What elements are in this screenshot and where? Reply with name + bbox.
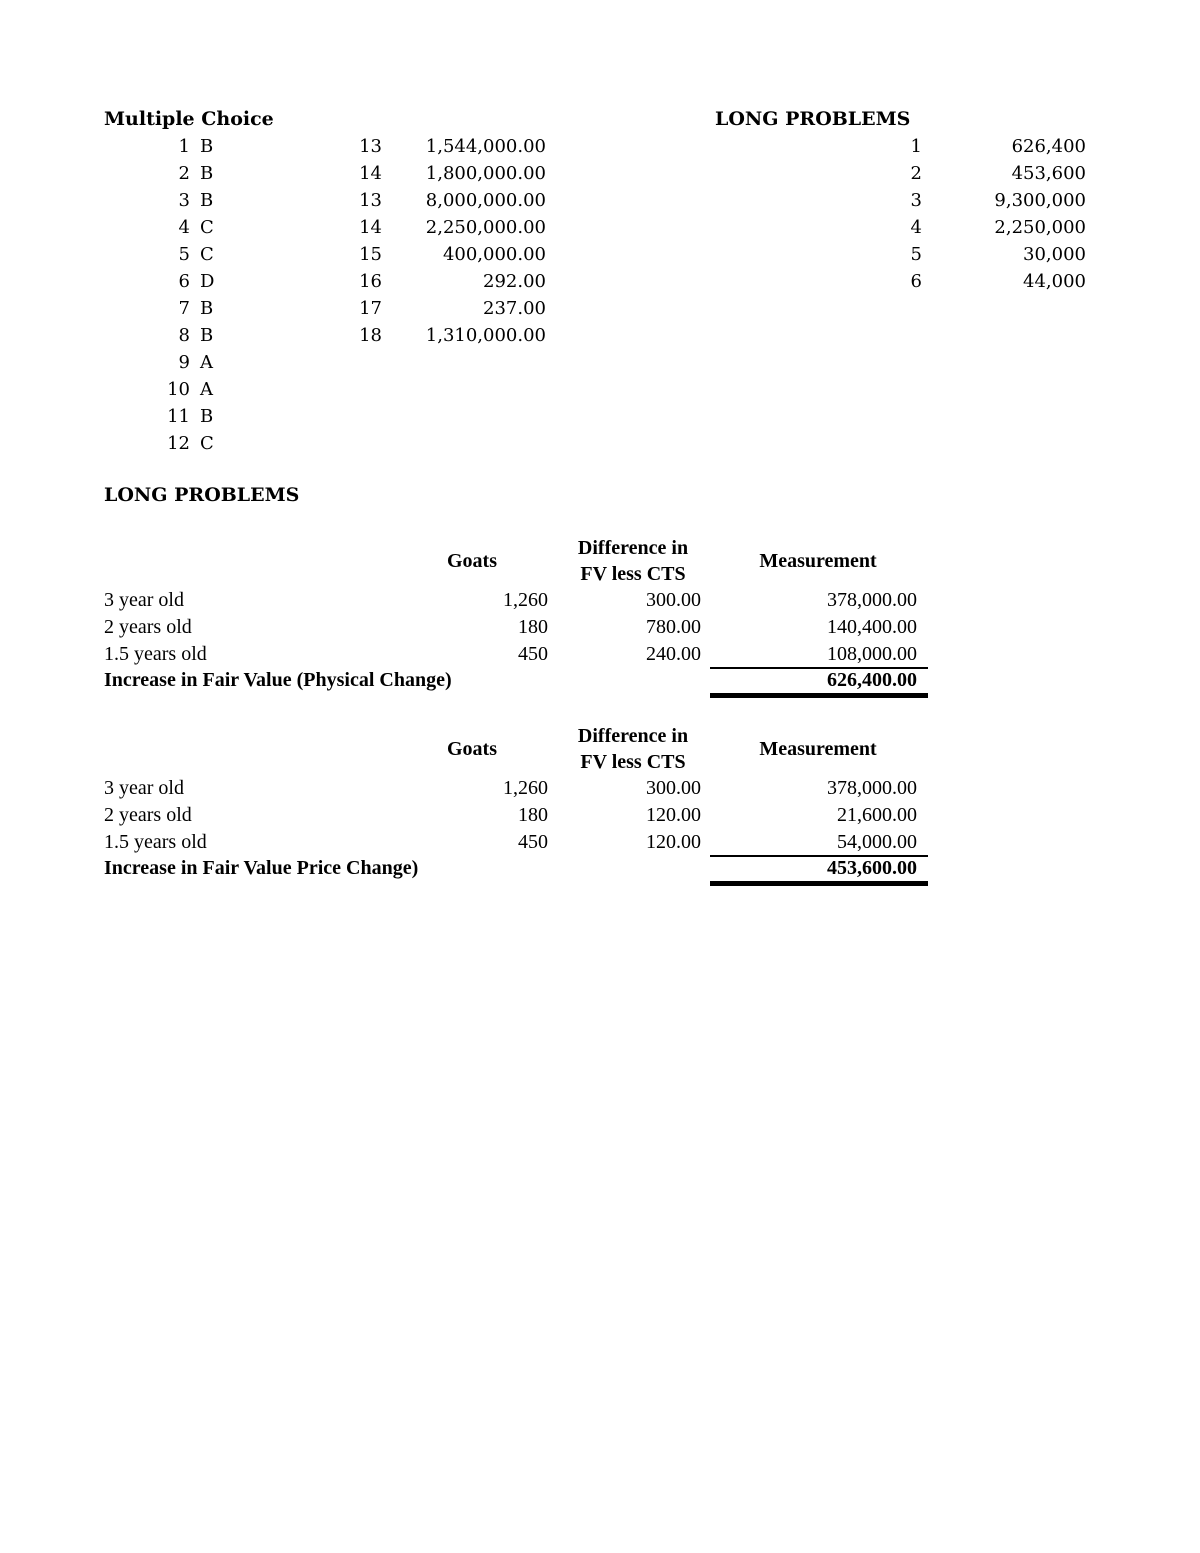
row-measurement: 140,400.00: [827, 616, 917, 638]
mc-answer: C: [200, 217, 214, 238]
mc-answer: 2,250,000.00: [425, 217, 546, 238]
mc-num: 9: [178, 352, 190, 373]
total-value: 453,600.00: [827, 857, 917, 879]
lp-summary-title: LONG PROBLEMS: [715, 108, 911, 130]
mc-num: 5: [178, 244, 190, 265]
lp-section-title: LONG PROBLEMS: [104, 484, 300, 506]
lp-num: 6: [910, 271, 922, 292]
lp-num: 2: [910, 163, 922, 184]
row-label: 1.5 years old: [104, 643, 207, 665]
total-double-rule: [710, 881, 928, 886]
row-goats: 450: [518, 831, 548, 853]
col-header-diff-1: Difference in: [577, 725, 689, 747]
mc-num: 16: [359, 271, 382, 292]
row-diff: 120.00: [646, 831, 701, 853]
mc-num: 6: [178, 271, 190, 292]
mc-num: 8: [178, 325, 190, 346]
mc-answer: A: [200, 379, 213, 400]
row-diff: 300.00: [646, 777, 701, 799]
lp-answer: 626,400: [1011, 136, 1086, 157]
mc-num: 17: [359, 298, 382, 319]
row-measurement: 21,600.00: [837, 804, 917, 826]
mc-num: 10: [167, 379, 190, 400]
mc-num: 14: [359, 217, 382, 238]
total-value: 626,400.00: [827, 669, 917, 691]
mc-answer: 400,000.00: [442, 244, 546, 265]
mc-answer: B: [200, 325, 214, 346]
row-diff: 300.00: [646, 589, 701, 611]
mc-answer: 8,000,000.00: [425, 190, 546, 211]
row-measurement: 108,000.00: [827, 643, 917, 665]
lp-answer: 30,000: [1023, 244, 1086, 265]
lp-num: 1: [910, 136, 922, 157]
mc-num: 13: [359, 136, 382, 157]
row-diff: 780.00: [646, 616, 701, 638]
lp-num: 3: [910, 190, 922, 211]
row-goats: 1,260: [503, 777, 548, 799]
lp-answer: 44,000: [1023, 271, 1086, 292]
mc-num: 3: [178, 190, 190, 211]
mc-num: 15: [359, 244, 382, 265]
mc-answer: C: [200, 433, 214, 454]
row-goats: 1,260: [503, 589, 548, 611]
lp-answer: 453,600: [1011, 163, 1086, 184]
row-diff: 240.00: [646, 643, 701, 665]
mc-answer: B: [200, 136, 214, 157]
col-header-measurement: Measurement: [759, 550, 877, 572]
row-label: 1.5 years old: [104, 831, 207, 853]
lp-answer: 2,250,000: [994, 217, 1086, 238]
mc-num: 13: [359, 190, 382, 211]
mc-title: Multiple Choice: [104, 108, 274, 130]
col-header-goats: Goats: [447, 738, 497, 760]
row-measurement: 378,000.00: [827, 777, 917, 799]
lp-answer: 9,300,000: [994, 190, 1086, 211]
mc-answer: B: [200, 190, 214, 211]
mc-answer: 1,544,000.00: [425, 136, 546, 157]
mc-num: 4: [178, 217, 190, 238]
row-measurement: 54,000.00: [837, 831, 917, 853]
mc-num: 7: [178, 298, 190, 319]
col-header-goats: Goats: [447, 550, 497, 572]
col-header-measurement: Measurement: [759, 738, 877, 760]
row-goats: 180: [518, 616, 548, 638]
col-header-diff-1: Difference in: [577, 537, 689, 559]
lp-num: 4: [910, 217, 922, 238]
mc-answer: B: [200, 406, 214, 427]
mc-num: 14: [359, 163, 382, 184]
row-measurement: 378,000.00: [827, 589, 917, 611]
mc-num: 1: [178, 136, 190, 157]
mc-answer: A: [200, 352, 213, 373]
row-diff: 120.00: [646, 804, 701, 826]
mc-answer: 292.00: [483, 271, 546, 292]
mc-num: 18: [359, 325, 382, 346]
mc-answer: B: [200, 298, 214, 319]
mc-answer: C: [200, 244, 214, 265]
col-header-diff-2: FV less CTS: [580, 563, 686, 585]
mc-answer: 237.00: [483, 298, 546, 319]
row-goats: 450: [518, 643, 548, 665]
mc-answer: B: [200, 163, 214, 184]
total-label: Increase in Fair Value Price Change): [104, 857, 419, 879]
total-label: Increase in Fair Value (Physical Change): [104, 669, 452, 691]
mc-num: 11: [167, 406, 190, 427]
row-label: 2 years old: [104, 616, 192, 638]
row-label: 2 years old: [104, 804, 192, 826]
mc-num: 2: [178, 163, 190, 184]
row-label: 3 year old: [104, 589, 184, 611]
mc-answer: 1,800,000.00: [425, 163, 546, 184]
row-goats: 180: [518, 804, 548, 826]
total-double-rule: [710, 693, 928, 698]
row-label: 3 year old: [104, 777, 184, 799]
mc-answer: D: [200, 271, 215, 292]
mc-answer: 1,310,000.00: [425, 325, 546, 346]
col-header-diff-2: FV less CTS: [580, 751, 686, 773]
mc-num: 12: [167, 433, 190, 454]
lp-num: 5: [910, 244, 922, 265]
